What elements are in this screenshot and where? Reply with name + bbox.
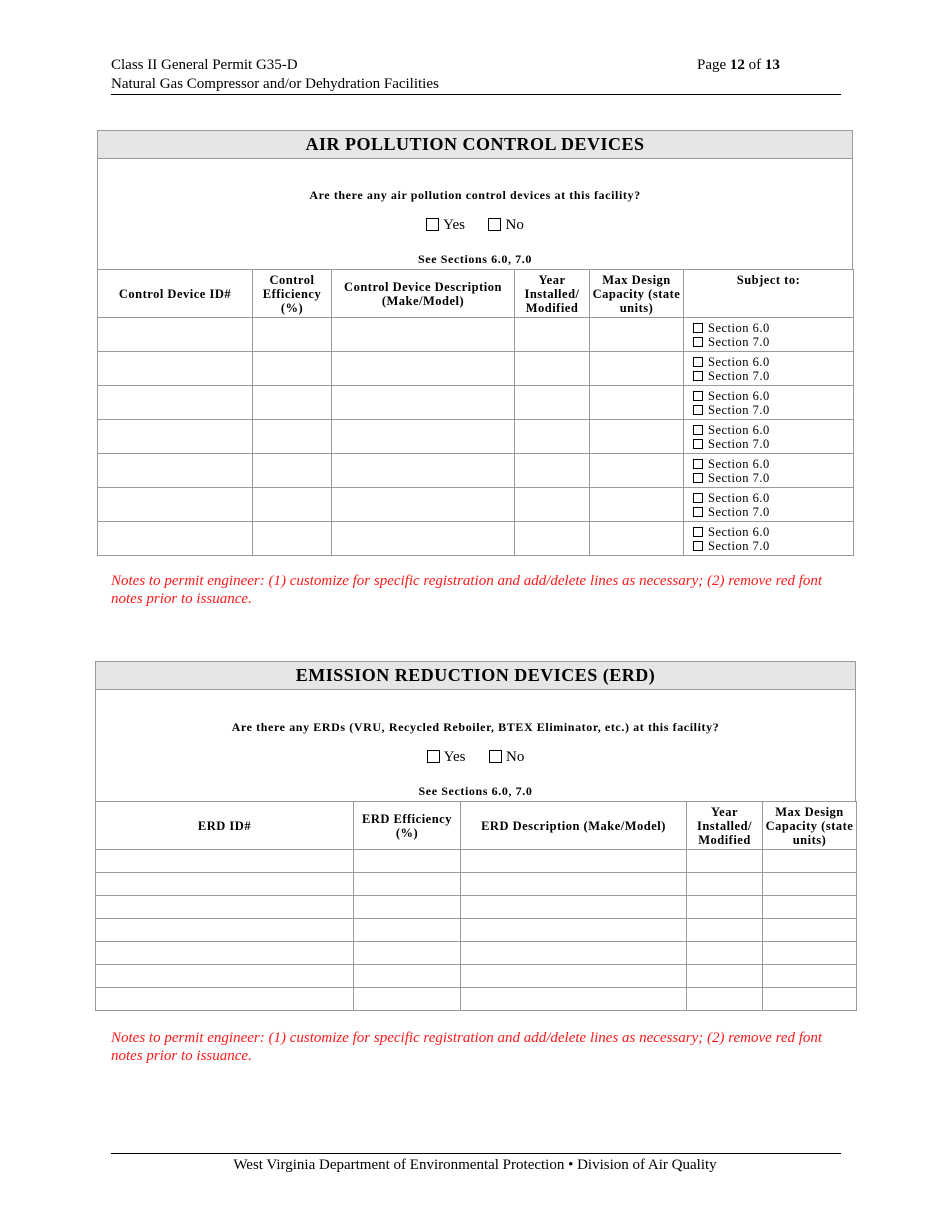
table-cell[interactable] bbox=[687, 919, 763, 942]
erd-no-checkbox[interactable] bbox=[489, 750, 502, 763]
table-cell[interactable] bbox=[461, 919, 687, 942]
subject-to-cell bbox=[684, 352, 854, 386]
table-cell[interactable] bbox=[687, 873, 763, 896]
page-number bbox=[697, 56, 780, 75]
table-cell[interactable] bbox=[590, 420, 684, 454]
erd-section bbox=[95, 661, 856, 802]
col-control-device-description: Control Device Description (Make/Model) bbox=[332, 270, 515, 318]
permit-subtitle: Natural Gas Compressor and/or Dehydration Facilities bbox=[111, 76, 439, 92]
section-7-label: Section 7.0 bbox=[708, 538, 770, 553]
col-subject-to: Subject to: bbox=[684, 270, 854, 318]
table-cell[interactable] bbox=[96, 873, 354, 896]
section-7-label: Section 7.0 bbox=[708, 368, 770, 383]
table-cell[interactable] bbox=[763, 988, 857, 1011]
table-cell[interactable] bbox=[332, 386, 515, 420]
table-cell[interactable] bbox=[763, 896, 857, 919]
table-cell[interactable] bbox=[354, 965, 461, 988]
table-cell[interactable] bbox=[98, 522, 253, 556]
table-cell[interactable] bbox=[253, 352, 332, 386]
subject-to-cell bbox=[684, 454, 854, 488]
col-year-installed: Year Installed/ Modified bbox=[687, 802, 763, 850]
table-cell[interactable] bbox=[590, 488, 684, 522]
erd-notes: Notes to permit engineer: (1) customize for specific registration and add/delete lines as necessary; (2) remove red font notes prior to issuance. bbox=[111, 1030, 823, 1064]
col-max-design-capacity: Max Design Capacity (state units) bbox=[763, 802, 857, 850]
erd-yes-checkbox[interactable] bbox=[427, 750, 440, 763]
table-cell[interactable] bbox=[687, 965, 763, 988]
table-cell[interactable] bbox=[461, 896, 687, 919]
col-erd-efficiency: ERD Efficiency (%) bbox=[354, 802, 461, 850]
table-cell[interactable] bbox=[354, 919, 461, 942]
table-cell[interactable] bbox=[515, 488, 590, 522]
table-cell[interactable] bbox=[763, 919, 857, 942]
table-cell[interactable] bbox=[515, 420, 590, 454]
table-cell[interactable] bbox=[98, 420, 253, 454]
table-cell[interactable] bbox=[253, 420, 332, 454]
table-cell[interactable] bbox=[98, 318, 253, 352]
section-6-label: Section 6.0 bbox=[708, 320, 770, 335]
apcd-title: AIR POLLUTION CONTROL DEVICES bbox=[98, 131, 852, 159]
table-row bbox=[98, 386, 854, 420]
table-cell[interactable] bbox=[461, 942, 687, 965]
erd-yes-no bbox=[96, 749, 855, 766]
table-row bbox=[96, 896, 857, 919]
apcd-yes-label: Yes bbox=[443, 217, 465, 233]
table-cell[interactable] bbox=[332, 318, 515, 352]
table-cell[interactable] bbox=[687, 850, 763, 873]
col-erd-id: ERD ID# bbox=[96, 802, 354, 850]
erd-no-label: No bbox=[505, 749, 525, 765]
table-cell[interactable] bbox=[687, 896, 763, 919]
table-cell[interactable] bbox=[515, 454, 590, 488]
erd-question: Are there any ERDs (VRU, Recycled Reboiler, BTEX Eliminator, etc.) at this facility? bbox=[231, 720, 720, 734]
erd-title: EMISSION REDUCTION DEVICES (ERD) bbox=[96, 662, 855, 690]
table-cell[interactable] bbox=[332, 454, 515, 488]
subject-to-cell bbox=[684, 420, 854, 454]
page-prefix: Page bbox=[697, 57, 730, 73]
apcd-see-sections: See Sections 6.0, 7.0 bbox=[418, 252, 532, 266]
subject-to-cell bbox=[684, 488, 854, 522]
table-cell[interactable] bbox=[354, 988, 461, 1011]
table-cell[interactable] bbox=[98, 386, 253, 420]
table-cell[interactable] bbox=[332, 488, 515, 522]
footer-text: West Virginia Department of Environmental Protection • Division of Air Quality bbox=[233, 1157, 717, 1173]
col-max-design-capacity: Max Design Capacity (state units) bbox=[590, 270, 684, 318]
page-total: 13 bbox=[764, 57, 780, 73]
apcd-no-checkbox[interactable] bbox=[488, 218, 501, 231]
table-cell[interactable] bbox=[354, 896, 461, 919]
table-row bbox=[96, 873, 857, 896]
header-rule bbox=[111, 94, 841, 95]
footer-rule bbox=[111, 1153, 841, 1154]
table-cell[interactable] bbox=[96, 850, 354, 873]
table-cell[interactable] bbox=[96, 988, 354, 1011]
table-cell[interactable] bbox=[98, 488, 253, 522]
permit-title: Class II General Permit G35-D bbox=[111, 57, 298, 73]
subject-to-cell bbox=[684, 318, 854, 352]
table-cell[interactable] bbox=[98, 454, 253, 488]
table-cell[interactable] bbox=[332, 352, 515, 386]
section-7-checkbox[interactable] bbox=[693, 541, 703, 551]
table-cell[interactable] bbox=[590, 454, 684, 488]
table-cell[interactable] bbox=[253, 488, 332, 522]
col-erd-description: ERD Description (Make/Model) bbox=[461, 802, 687, 850]
erd-see-sections: See Sections 6.0, 7.0 bbox=[418, 784, 533, 798]
section-7-checkbox[interactable] bbox=[693, 337, 703, 347]
section-6-checkbox[interactable] bbox=[693, 527, 703, 537]
section-6-checkbox[interactable] bbox=[693, 357, 703, 367]
table-cell[interactable] bbox=[253, 386, 332, 420]
table-cell[interactable] bbox=[461, 873, 687, 896]
table-row bbox=[98, 488, 854, 522]
table-cell[interactable] bbox=[590, 352, 684, 386]
section-6-label: Section 6.0 bbox=[708, 388, 770, 403]
table-row bbox=[98, 420, 854, 454]
table-row bbox=[96, 919, 857, 942]
table-row bbox=[98, 352, 854, 386]
document-header bbox=[111, 56, 439, 94]
apcd-section bbox=[97, 130, 853, 270]
section-7-label: Section 7.0 bbox=[708, 402, 770, 417]
section-7-label: Section 7.0 bbox=[708, 470, 770, 485]
section-6-checkbox[interactable] bbox=[693, 425, 703, 435]
table-cell[interactable] bbox=[461, 988, 687, 1011]
section-7-checkbox[interactable] bbox=[693, 439, 703, 449]
section-7-checkbox[interactable] bbox=[693, 507, 703, 517]
apcd-no-label: No bbox=[505, 217, 524, 233]
table-cell[interactable] bbox=[687, 988, 763, 1011]
section-7-checkbox[interactable] bbox=[693, 473, 703, 483]
section-6-label: Section 6.0 bbox=[708, 422, 770, 437]
table-row bbox=[96, 965, 857, 988]
erd-header-row bbox=[96, 802, 857, 850]
section-7-label: Section 7.0 bbox=[708, 436, 770, 451]
table-cell[interactable] bbox=[461, 850, 687, 873]
erd-table bbox=[95, 801, 857, 1011]
apcd-notes: Notes to permit engineer: (1) customize for specific registration and add/delete lines as necessary; (2) remove red font notes prior to issuance. bbox=[111, 573, 823, 607]
table-cell[interactable] bbox=[590, 318, 684, 352]
table-row bbox=[98, 522, 854, 556]
table-cell[interactable] bbox=[332, 420, 515, 454]
section-7-label: Section 7.0 bbox=[708, 504, 770, 519]
table-cell[interactable] bbox=[515, 352, 590, 386]
apcd-yes-no bbox=[98, 217, 852, 234]
table-row bbox=[96, 942, 857, 965]
section-6-checkbox[interactable] bbox=[693, 323, 703, 333]
table-cell[interactable] bbox=[515, 318, 590, 352]
subject-to-cell bbox=[684, 522, 854, 556]
table-cell[interactable] bbox=[590, 522, 684, 556]
table-cell[interactable] bbox=[515, 522, 590, 556]
section-6-label: Section 6.0 bbox=[708, 354, 770, 369]
apcd-question: Are there any air pollution control devices at this facility? bbox=[309, 188, 641, 202]
table-cell[interactable] bbox=[461, 965, 687, 988]
section-6-label: Section 6.0 bbox=[708, 490, 770, 505]
col-control-device-id: Control Device ID# bbox=[98, 270, 253, 318]
table-cell[interactable] bbox=[687, 942, 763, 965]
table-cell[interactable] bbox=[515, 386, 590, 420]
table-cell[interactable] bbox=[253, 318, 332, 352]
subject-to-cell bbox=[684, 386, 854, 420]
col-control-efficiency: Control Efficiency (%) bbox=[253, 270, 332, 318]
table-cell[interactable] bbox=[332, 522, 515, 556]
table-cell[interactable] bbox=[253, 454, 332, 488]
table-cell[interactable] bbox=[96, 942, 354, 965]
apcd-table bbox=[97, 269, 854, 556]
table-cell[interactable] bbox=[354, 850, 461, 873]
table-cell[interactable] bbox=[763, 942, 857, 965]
table-row bbox=[98, 454, 854, 488]
erd-yes-label: Yes bbox=[443, 749, 466, 765]
section-7-label: Section 7.0 bbox=[708, 334, 770, 349]
section-6-checkbox[interactable] bbox=[693, 459, 703, 469]
section-6-checkbox[interactable] bbox=[693, 391, 703, 401]
section-6-label: Section 6.0 bbox=[708, 524, 770, 539]
page-current: 12 bbox=[729, 57, 745, 73]
section-6-checkbox[interactable] bbox=[693, 493, 703, 503]
table-cell[interactable] bbox=[763, 850, 857, 873]
section-6-label: Section 6.0 bbox=[708, 456, 770, 471]
table-cell[interactable] bbox=[253, 522, 332, 556]
section-7-checkbox[interactable] bbox=[693, 405, 703, 415]
table-cell[interactable] bbox=[590, 386, 684, 420]
table-cell[interactable] bbox=[354, 873, 461, 896]
table-cell[interactable] bbox=[354, 942, 461, 965]
table-cell[interactable] bbox=[96, 965, 354, 988]
apcd-header-row bbox=[98, 270, 854, 318]
table-row bbox=[96, 988, 857, 1011]
col-year-installed: Year Installed/ Modified bbox=[515, 270, 590, 318]
table-row bbox=[98, 318, 854, 352]
apcd-yes-checkbox[interactable] bbox=[426, 218, 439, 231]
section-7-checkbox[interactable] bbox=[693, 371, 703, 381]
page-of: of bbox=[744, 57, 765, 73]
table-cell[interactable] bbox=[96, 896, 354, 919]
table-row bbox=[96, 850, 857, 873]
table-cell[interactable] bbox=[763, 873, 857, 896]
table-cell[interactable] bbox=[98, 352, 253, 386]
table-cell[interactable] bbox=[96, 919, 354, 942]
table-cell[interactable] bbox=[763, 965, 857, 988]
